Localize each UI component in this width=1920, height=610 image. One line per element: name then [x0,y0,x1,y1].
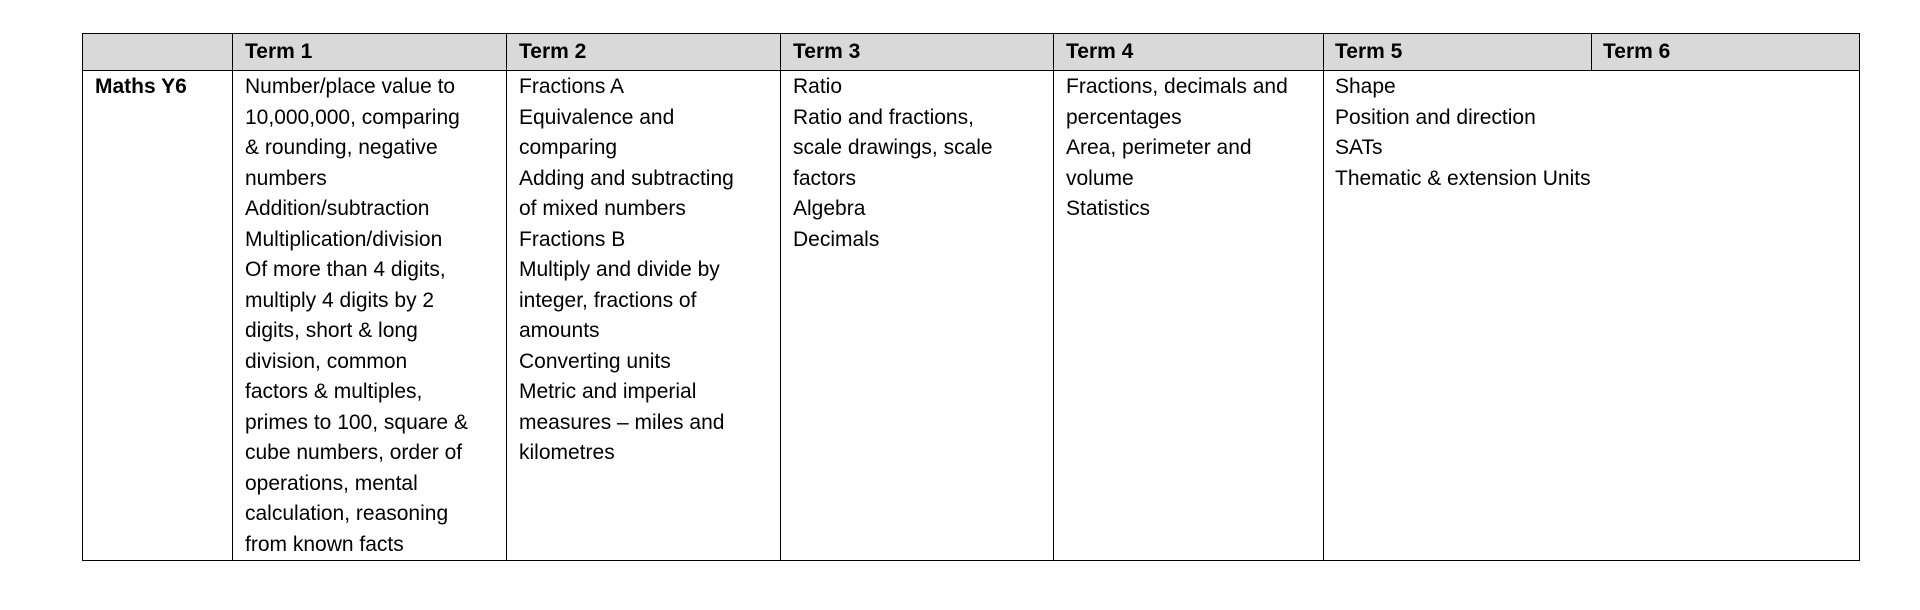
cell-line: & rounding, negative [245,136,438,159]
cell-line: Decimals [793,227,880,251]
cell-term-4 [1066,72,1288,225]
cell-line: Fractions, decimals and [1066,75,1288,98]
cell-line: operations, mental [245,471,418,495]
cell-line: 10,000,000, comparing [245,105,460,129]
column-divider [780,34,781,561]
header-term-5: Term 5 [1335,40,1403,63]
cell-line: digits, short & long [245,319,418,342]
cell-line: kilometres [519,441,615,464]
column-divider [506,34,507,561]
cell-line: numbers [245,166,327,190]
cell-line: Shape [1335,75,1396,98]
cell-line: Converting units [519,349,671,373]
header-term-6: Term 6 [1603,40,1671,63]
cell-line: primes to 100, square & [245,410,468,434]
curriculum-table [82,33,1860,561]
cell-term-2 [519,72,734,469]
cell-line: Metric and imperial [519,380,697,403]
cell-line: comparing [519,136,618,159]
cell-line: Ratio and fractions, [793,105,974,129]
cell-line: Algebra [793,197,866,220]
cell-line: Of more than 4 digits, [245,258,446,281]
cell-line: Addition/subtraction [245,197,430,220]
cell-line: volume [1066,166,1134,190]
cell-line: Multiply and divide by [519,258,720,281]
cell-line: factors & multiples, [245,380,423,403]
cell-line: Adding and subtracting [519,166,734,190]
header-divider-term-6 [1591,34,1592,71]
cell-line: amounts [519,319,600,342]
cell-line: Multiplication/division [245,227,443,251]
cell-line: scale drawings, scale [793,136,993,159]
cell-line: of mixed numbers [519,197,686,220]
cell-term-3 [793,72,993,255]
cell-line: Fractions A [519,75,625,98]
cell-line: integer, fractions of [519,288,697,312]
header-term-2: Term 2 [519,40,587,63]
column-divider [1053,34,1054,561]
cell-term-1 [245,72,468,560]
column-divider [1323,34,1324,561]
cell-line: factors [793,166,857,190]
cell-line: cube numbers, order of [245,441,463,464]
cell-line: from known facts [245,532,404,556]
cell-line: percentages [1066,105,1182,129]
cell-line: measures – miles and [519,410,725,434]
cell-line: Area, perimeter and [1066,136,1252,159]
column-divider [232,34,233,561]
cell-line: Statistics [1066,197,1151,220]
cell-line: multiply 4 digits by 2 [245,288,435,312]
header-term-1: Term 1 [245,40,313,63]
header-term-3: Term 3 [793,40,861,63]
cell-term-5-6 [1335,72,1591,194]
cell-line: Thematic & extension Units [1335,166,1591,190]
cell-line: calculation, reasoning [245,502,449,525]
cell-line: Equivalence and [519,105,675,129]
cell-line: SATs [1335,136,1383,159]
cell-line: Ratio [793,75,843,98]
cell-line: Position and direction [1335,105,1536,129]
header-row [83,34,1859,71]
cell-line: Number/place value to [245,75,456,98]
cell-line: division, common [245,349,408,373]
header-term-4: Term 4 [1066,40,1134,63]
row-label-maths-y6: Maths Y6 [95,75,187,98]
cell-line: Fractions B [519,227,626,251]
